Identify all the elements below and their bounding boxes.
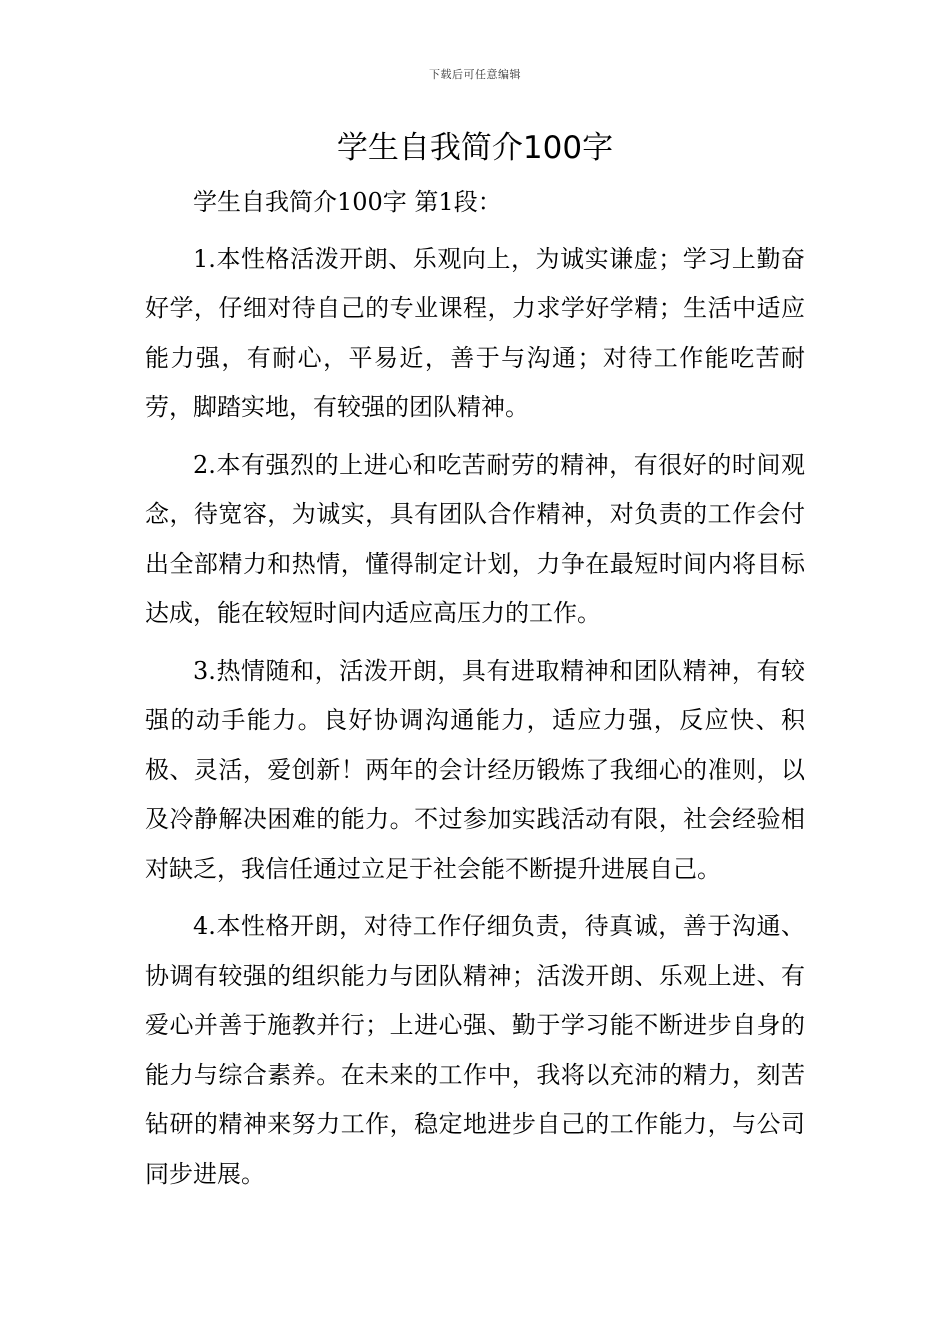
section-subheading: 学生自我简介100字 第1段：: [193, 188, 502, 216]
header-note: 下载后可任意编辑: [429, 68, 521, 81]
document-body: [145, 178, 805, 1207]
paragraph-2: 2.本有强烈的上进心和吃苦耐劳的精神，有很好的时间观念，待宽容，为诚实，具有团队合作精神，对负责的工作会付出全部精力和热情，懂得制定计划，力争在最短时间内将目标达成，能在较短时间内适应高压力的工作。: [145, 450, 805, 627]
paragraph-4: 4.本性格开朗，对待工作仔细负责，待真诚，善于沟通、协调有较强的组织能力与团队精神；活泼开朗、乐观上进、有爱心并善于施教并行；上进心强、勤于学习能不断进步自身的能力与综合素养。在未来的工作中，我将以充沛的精力，刻苦钻研的精神来努力工作，稳定地进步自己的工作能力，与公司同步进展。: [145, 912, 805, 1188]
document-title: 学生自我简介100字: [336, 130, 614, 166]
paragraph-3: 3.热情随和，活泼开朗，具有进取精神和团队精神，有较强的动手能力。良好协调沟通能力，适应力强，反应快、积极、灵活，爱创新！两年的会计经历锻炼了我细心的准则，以及冷静解决困难的能力。不过参加实践活动有限，社会经验相对缺乏，我信任通过立足于社会能不断提升进展自己。: [145, 656, 805, 883]
paragraph-1: 1.本性格活泼开朗、乐观向上，为诚实谦虚；学习上勤奋好学，仔细对待自己的专业课程，力求学好学精；生活中适应能力强，有耐心，平易近，善于与沟通；对待工作能吃苦耐劳，脚踏实地，有较强的团队精神。: [145, 244, 805, 421]
